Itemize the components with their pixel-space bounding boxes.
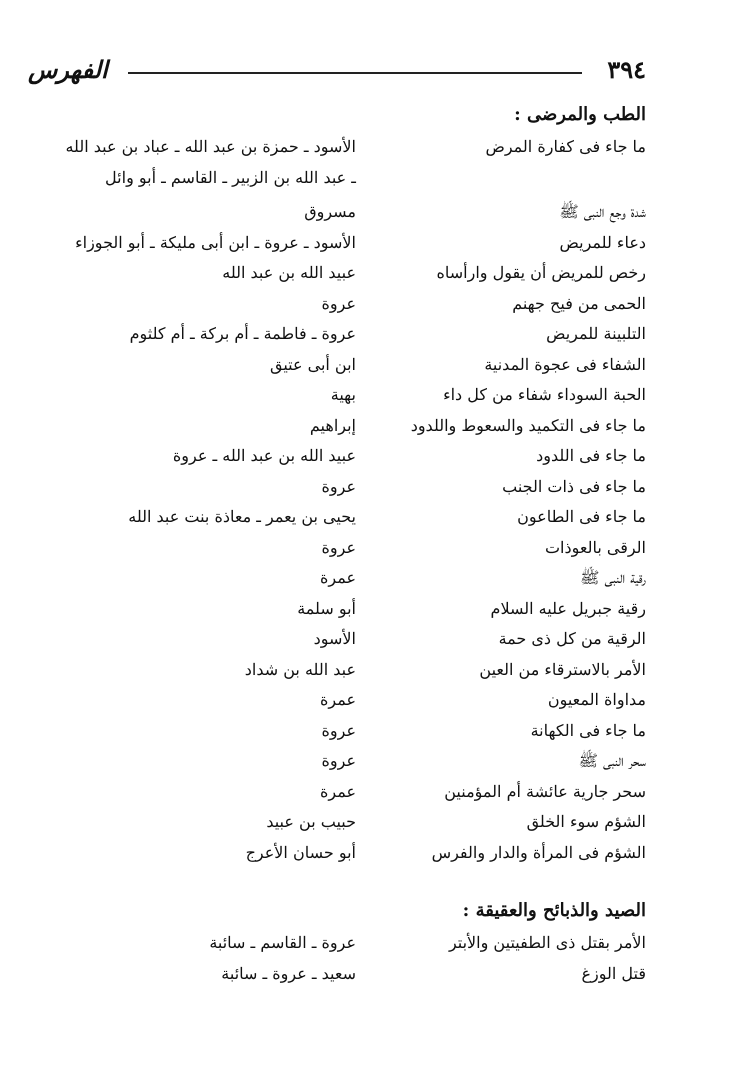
index-row	[28, 132, 646, 163]
index-row	[28, 563, 646, 594]
page-number: ٣٩٤	[607, 55, 646, 84]
narrators-text: عبد الله بن شداد	[244, 659, 356, 679]
narrators-text: عروة	[321, 537, 356, 557]
index-row	[28, 959, 646, 990]
narrators-text: سعيد ـ عروة ـ سائبة	[221, 963, 356, 983]
narrators-text: عمرة	[319, 781, 356, 801]
index-row	[28, 928, 646, 959]
index-row	[28, 594, 646, 625]
index-row	[28, 533, 646, 564]
index-row	[28, 258, 646, 289]
narrators-text: إبراهيم	[309, 415, 356, 435]
narrators-text: حبيب بن عبيد	[266, 812, 356, 831]
index-row	[28, 228, 646, 259]
narrators-text: الأسود ـ عروة ـ ابن أبى مليكة ـ أبو الجوزاء	[75, 232, 356, 252]
index-row	[28, 624, 646, 655]
narrators-text: ـ عبد الله بن الزبير ـ القاسم ـ أبو وائل	[105, 167, 356, 187]
index-row	[28, 411, 646, 442]
index-row	[28, 502, 646, 533]
topic-text: الأمر بقتل ذى الطفيتين والأبتر	[448, 933, 646, 952]
narrators-text: عمرة	[319, 690, 356, 709]
topic-text	[356, 163, 646, 194]
topic-text: ما جاء فى الكهانة	[530, 720, 646, 740]
topic-text: رقية جبريل عليه السلام	[490, 598, 646, 618]
narrators-text: ابن أبى عتيق	[269, 354, 356, 374]
topic-text: مداواة المعيون	[547, 690, 646, 709]
section-title: الصيد والذبائح والعقيقة :	[462, 900, 646, 921]
index-row	[28, 807, 646, 838]
topic-text: ما جاء فى اللدود	[536, 446, 646, 465]
topic-text: الشؤم سوء الخلق	[526, 812, 646, 831]
topic-text: الحبة السوداء شفاء من كل داء	[443, 385, 646, 404]
spacer	[28, 868, 646, 894]
index-row	[28, 655, 646, 686]
index-row	[28, 777, 646, 808]
topic-text: ما جاء فى الطاعون	[517, 507, 646, 526]
narrators-text: عروة ـ فاطمة ـ أم بركة ـ أم كلثوم	[129, 324, 356, 343]
section-title: الطب والمرضى :	[514, 104, 646, 125]
narrators-text: يحيى بن يعمر ـ معاذة بنت عبد الله	[128, 507, 356, 526]
index-content	[28, 98, 646, 989]
narrators-text: الأسود ـ حمزة بن عبد الله ـ عباد بن عبد الله	[65, 137, 356, 156]
header-rule	[128, 72, 582, 74]
topic-text: قتل الوزغ	[581, 963, 646, 983]
running-title: الفهرس	[28, 55, 108, 84]
topic-text: الشؤم فى المرأة والدار والفرس	[431, 842, 646, 862]
index-row	[28, 472, 646, 503]
topic-text: الأمر بالاسترقاء من العين	[479, 659, 646, 679]
index-row	[28, 163, 646, 194]
narrators-text: مسروق	[304, 202, 356, 221]
index-row	[28, 350, 646, 381]
index-row	[28, 289, 646, 320]
topic-text: ما جاء فى ذات الجنب	[502, 476, 646, 496]
index-row	[28, 380, 646, 411]
topic-text: التلبينة للمريض	[546, 324, 646, 343]
index-row	[28, 319, 646, 350]
narrators-text: عمرة	[319, 568, 356, 587]
topic-text: رقية النبى ﷺ	[580, 568, 646, 587]
narrators-text: عبيد الله بن عبد الله	[222, 263, 356, 282]
topic-text: الرقية من كل ذى حمة	[498, 629, 646, 648]
index-row	[28, 716, 646, 747]
topic-text: شدة وجع النبى ﷺ	[559, 202, 646, 221]
topic-text: الحمى من فيح جهنم	[512, 293, 646, 313]
narrators-text: عروة	[321, 720, 356, 740]
narrators-text: عروة	[321, 476, 356, 496]
narrators-text: عروة ـ القاسم ـ سائبة	[209, 933, 356, 952]
topic-text: رخص للمريض أن يقول وارأساه	[436, 263, 646, 282]
index-row	[28, 746, 646, 777]
index-row	[28, 441, 646, 472]
index-row	[28, 838, 646, 869]
index-row	[28, 685, 646, 716]
narrators-text: عروة	[321, 293, 356, 313]
narrators-text: أبو سلمة	[297, 598, 356, 618]
topic-text: ما جاء فى التكميد والسعوط واللدود	[410, 415, 646, 435]
topic-text: سحر جارية عائشة أم المؤمنين	[444, 781, 646, 801]
narrators-text: عروة	[321, 751, 356, 770]
narrators-text: الأسود	[313, 629, 356, 648]
topic-text: الرقى بالعوذات	[544, 537, 646, 557]
narrators-text: عبيد الله بن عبد الله ـ عروة	[172, 446, 356, 465]
topic-text: دعاء للمريض	[559, 232, 646, 252]
topic-text: الشفاء فى عجوة المدنية	[484, 354, 646, 374]
page-header	[28, 55, 646, 89]
narrators-text: أبو حسان الأعرج	[245, 842, 356, 862]
index-row	[28, 197, 646, 228]
narrators-text: بهية	[330, 385, 356, 404]
topic-text: سحر النبى ﷺ	[578, 751, 646, 770]
topic-text: ما جاء فى كفارة المرض	[485, 137, 646, 156]
